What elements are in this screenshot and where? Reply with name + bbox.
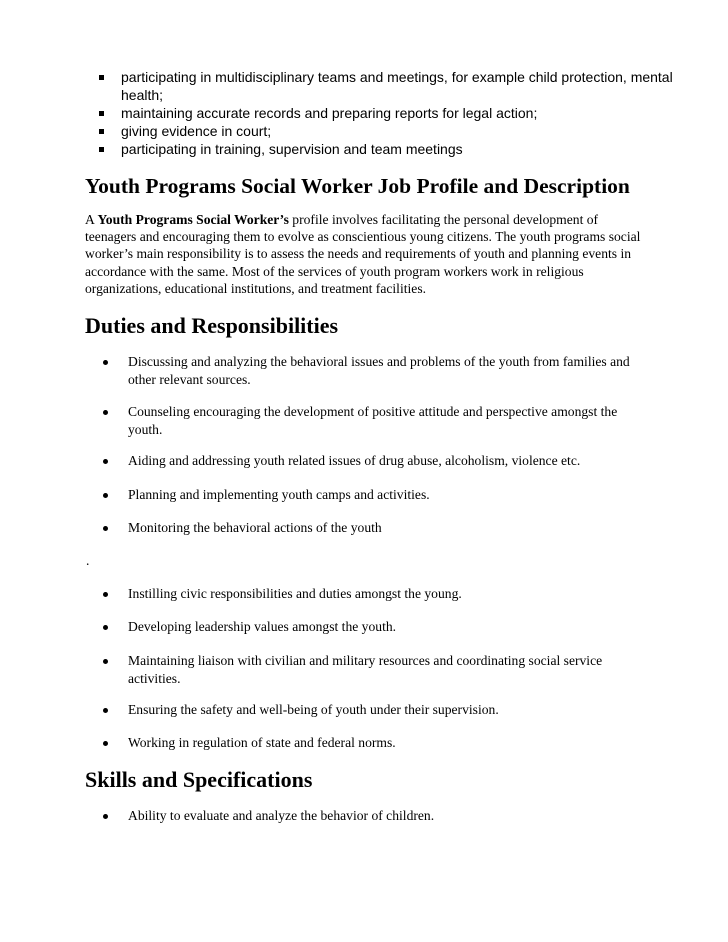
list-item: participating in multidisciplinary teams and meetings, for example child protection, mental health; xyxy=(0,68,728,104)
round-bullet-icon xyxy=(103,526,108,531)
list-item: giving evidence in court; xyxy=(0,122,728,140)
round-bullet-icon xyxy=(103,708,108,713)
round-bullet-icon xyxy=(103,741,108,746)
square-bullet-icon xyxy=(99,111,104,116)
list-item: maintaining accurate records and preparing reports for legal action; xyxy=(0,104,728,122)
square-bullet-icon xyxy=(99,75,104,80)
section-heading-youth-programs: Youth Programs Social Worker Job Profile and Description xyxy=(85,174,630,198)
round-bullet-icon xyxy=(103,659,108,664)
intro-bold-term: Youth Programs Social Worker’s xyxy=(97,212,289,227)
intro-paragraph: A Youth Programs Social Worker’s profile involves facilitating the personal development of teenagers and encouraging them to evolve as conscientious young citizens. The youth programs social worker’s main responsibility is to assess the needs and requirements of youth and planning events in accordance with the same. Most of the services of youth program workers work in religious organizations, educational institutions, and treatment facilities. xyxy=(85,212,641,296)
round-bullet-icon xyxy=(103,493,108,498)
round-bullet-icon xyxy=(103,592,108,597)
list-item: participating in training, supervision and team meetings xyxy=(0,140,728,158)
stray-period: . xyxy=(86,553,90,568)
top-bullet-list xyxy=(0,68,728,158)
square-bullet-icon xyxy=(99,129,104,134)
round-bullet-icon xyxy=(103,360,108,365)
round-bullet-icon xyxy=(103,459,108,464)
section-heading-skills: Skills and Specifications xyxy=(85,767,313,792)
round-bullet-icon xyxy=(103,625,108,630)
section-heading-duties: Duties and Responsibilities xyxy=(85,313,339,338)
round-bullet-icon xyxy=(103,410,108,415)
round-bullet-icon xyxy=(103,814,108,819)
square-bullet-icon xyxy=(99,147,104,152)
document-page: participating in multidisciplinary teams and meetings, for example child protection, mental health; maintaining accurate records and preparing reports for legal action; giving evidence in court; participating in training, supervision and team meetings Youth Programs Social Worker Job Profile and Description A Youth Programs Social Worker’s profile involves facilitating the personal development of teenagers and encouraging them to evolve as conscientious young citizens. The youth programs social worker’s main responsibility is to assess the needs and requirements of youth and planning events in accordance with the same. Most of the services of youth program workers work in religious organizations, educational institutions, and treatment facilities. Duties and Responsibilities Discussing and analyzing the behavioral issues and problems of the youth from families and other relevant sources. Counseling encouraging the development of positive attitude and perspective amongst the youth. Aiding and addressing youth related issues of drug abuse, alcoholism, violence etc. Planning and implementing youth camps and activities. Monitoring the behavioral actions of the youth . Instilling civic responsibilities and duties amongst the young. Developing leadership values amongst the youth. Maintaining liaison with civilian and military resources and coordinating social service activities. Ensuring the safety and well-being of youth under their supervision. Working in regulation of state and federal norms. Skills and Specifications Ability to evaluate and analyze the behavior of children. xyxy=(0,0,728,942)
